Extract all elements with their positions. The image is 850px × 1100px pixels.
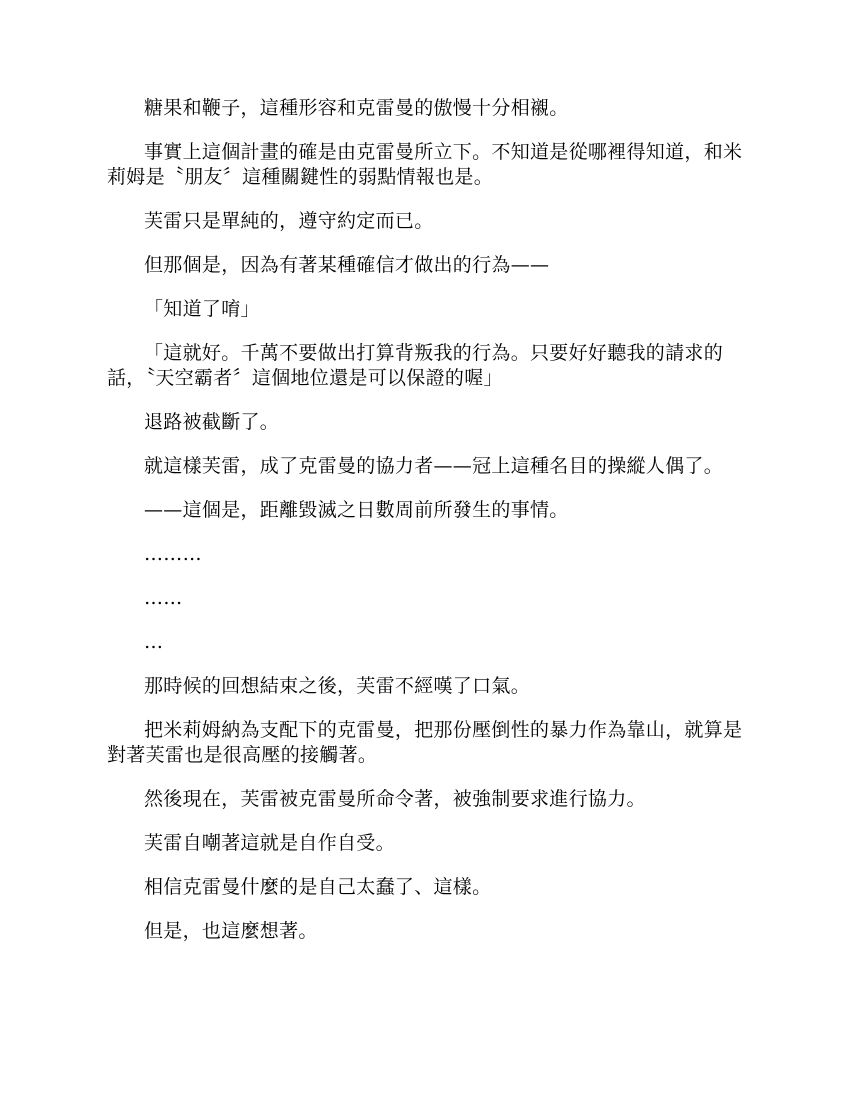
paragraph: 那時候的回想結束之後，芙雷不經嘆了口氣。	[144, 675, 531, 697]
paragraph: 芙雷只是單純的，遵守約定而已。	[144, 210, 434, 232]
paragraph: 糖果和鞭子，這種形容和克雷曼的傲慢十分相襯。	[144, 97, 569, 119]
paragraph: 就這樣芙雷，成了克雷曼的協力者——冠上這種名目的操縱人偶了。	[144, 455, 724, 477]
paragraph: 但那個是，因為有著某種確信才做出的行為——	[144, 254, 550, 276]
paragraph: 退路被截斷了。	[144, 411, 280, 433]
paragraph: 但是，也這麼想著。	[144, 920, 318, 942]
paragraph: 「這就好。千萬不要做出打算背叛我的行為。只要好好聽我的請求的話，〝天空霸者〞這個地位還是可以保證的喔」	[107, 342, 724, 389]
paragraph: ——這個是，距離毀滅之日數周前所發生的事情。	[144, 499, 569, 521]
paragraph: …	[144, 631, 164, 653]
paragraph: ………	[144, 543, 202, 565]
paragraph: 「知道了唷」	[144, 298, 260, 320]
paragraph: ……	[144, 587, 183, 609]
paragraph: 相信克雷曼什麼的是自己太蠢了、這樣。	[144, 876, 492, 898]
paragraph: 把米莉姆納為支配下的克雷曼，把那份壓倒性的暴力作為靠山，就算是對著芙雷也是很高壓的接觸著。	[107, 719, 743, 766]
paragraph: 事實上這個計畫的確是由克雷曼所立下。不知道是從哪裡得知道，和米莉姆是〝朋友〞這種關鍵性的弱點情報也是。	[107, 141, 743, 188]
paragraph: 然後現在，芙雷被克雷曼所命令著，被強制要求進行協力。	[144, 788, 646, 810]
paragraph: 芙雷自嘲著這就是自作自受。	[144, 832, 395, 854]
